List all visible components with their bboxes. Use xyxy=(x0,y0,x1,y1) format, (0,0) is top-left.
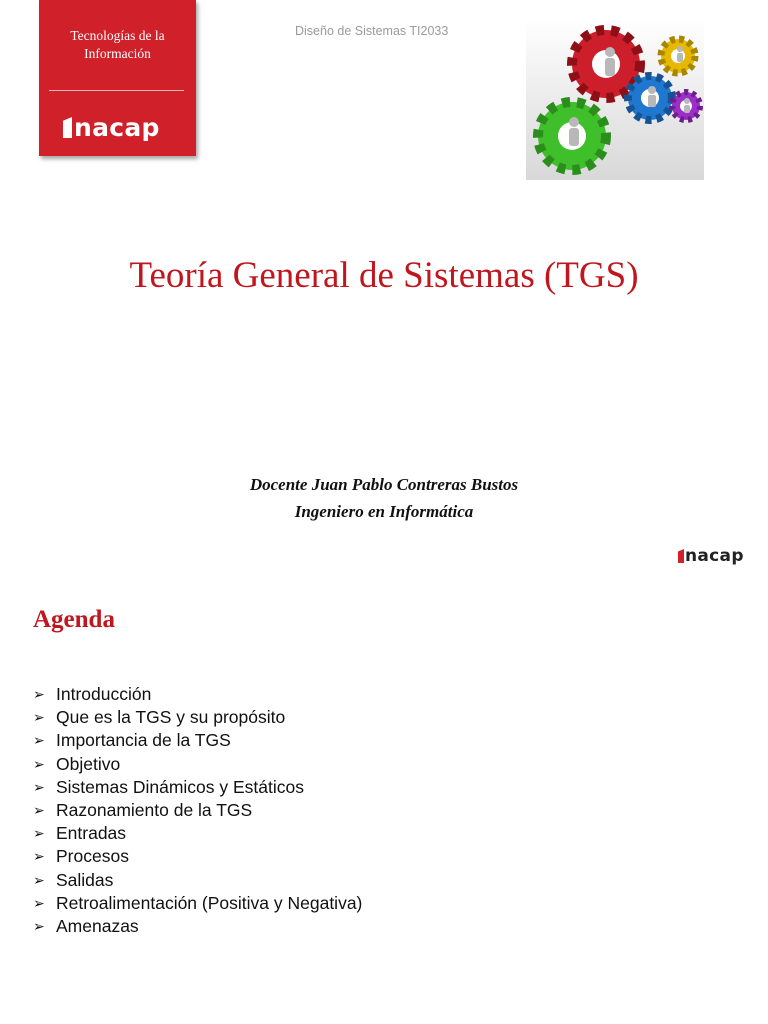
agenda-item xyxy=(33,799,362,822)
arrow-bullet-icon: ➢ xyxy=(33,755,45,772)
agenda-item-label: Sistemas Dinámicos y Estáticos xyxy=(56,776,304,797)
author-degree: Ingeniero en Informática xyxy=(294,502,474,521)
agenda-item xyxy=(33,869,362,892)
arrow-bullet-icon: ➢ xyxy=(33,778,45,795)
arrow-bullet-icon: ➢ xyxy=(33,732,45,749)
agenda-list xyxy=(33,683,362,938)
inacap-logo-mark-icon xyxy=(63,117,72,138)
badge-title xyxy=(39,27,196,63)
arrow-bullet-icon: ➢ xyxy=(33,709,45,726)
slide-title: Teoría General de Sistemas (TGS) xyxy=(129,255,639,296)
arrow-bullet-icon: ➢ xyxy=(33,848,45,865)
agenda-item-label: Importancia de la TGS xyxy=(56,730,231,751)
agenda-title: Agenda xyxy=(33,606,115,633)
agenda-item xyxy=(33,753,362,776)
inacap-logo-text: nacap xyxy=(74,113,160,142)
badge-title-line1: Tecnologías de la xyxy=(70,28,165,43)
institution-badge xyxy=(39,0,196,156)
gears-illustration xyxy=(526,18,704,180)
agenda-item-label: Amenazas xyxy=(56,915,139,936)
badge-divider xyxy=(49,90,184,91)
agenda-item-label: Objetivo xyxy=(56,753,121,774)
agenda-item xyxy=(33,683,362,706)
arrow-bullet-icon: ➢ xyxy=(33,871,45,888)
arrow-bullet-icon: ➢ xyxy=(33,686,45,703)
agenda-item xyxy=(33,822,362,845)
agenda-item xyxy=(33,776,362,799)
agenda-item-label: Que es la TGS y su propósito xyxy=(56,707,286,728)
agenda-item-label: Salidas xyxy=(56,869,114,890)
agenda-item-label: Razonamiento de la TGS xyxy=(56,800,253,821)
author-name: Docente Juan Pablo Contreras Bustos xyxy=(249,475,519,494)
arrow-bullet-icon: ➢ xyxy=(33,894,45,911)
agenda-item xyxy=(33,892,362,915)
inacap-logo xyxy=(63,112,160,142)
agenda-item xyxy=(33,915,362,938)
agenda-item-label: Entradas xyxy=(56,823,127,844)
badge-title-line2: Información xyxy=(84,46,151,61)
agenda-item xyxy=(33,706,362,729)
inacap-logo-mark-icon xyxy=(678,549,684,563)
agenda-item-label: Introducción xyxy=(56,684,152,705)
arrow-bullet-icon: ➢ xyxy=(33,917,45,934)
arrow-bullet-icon: ➢ xyxy=(33,825,45,842)
inacap-logo-secondary xyxy=(678,546,744,566)
inacap-logo-text: nacap xyxy=(685,546,744,566)
agenda-item-label: Retroalimentación (Positiva y Negativa) xyxy=(56,892,363,913)
course-code: Diseño de Sistemas TI2033 xyxy=(295,24,449,38)
agenda-item xyxy=(33,845,362,868)
agenda-item-label: Procesos xyxy=(56,846,129,867)
arrow-bullet-icon: ➢ xyxy=(33,802,45,819)
agenda-item xyxy=(33,729,362,752)
